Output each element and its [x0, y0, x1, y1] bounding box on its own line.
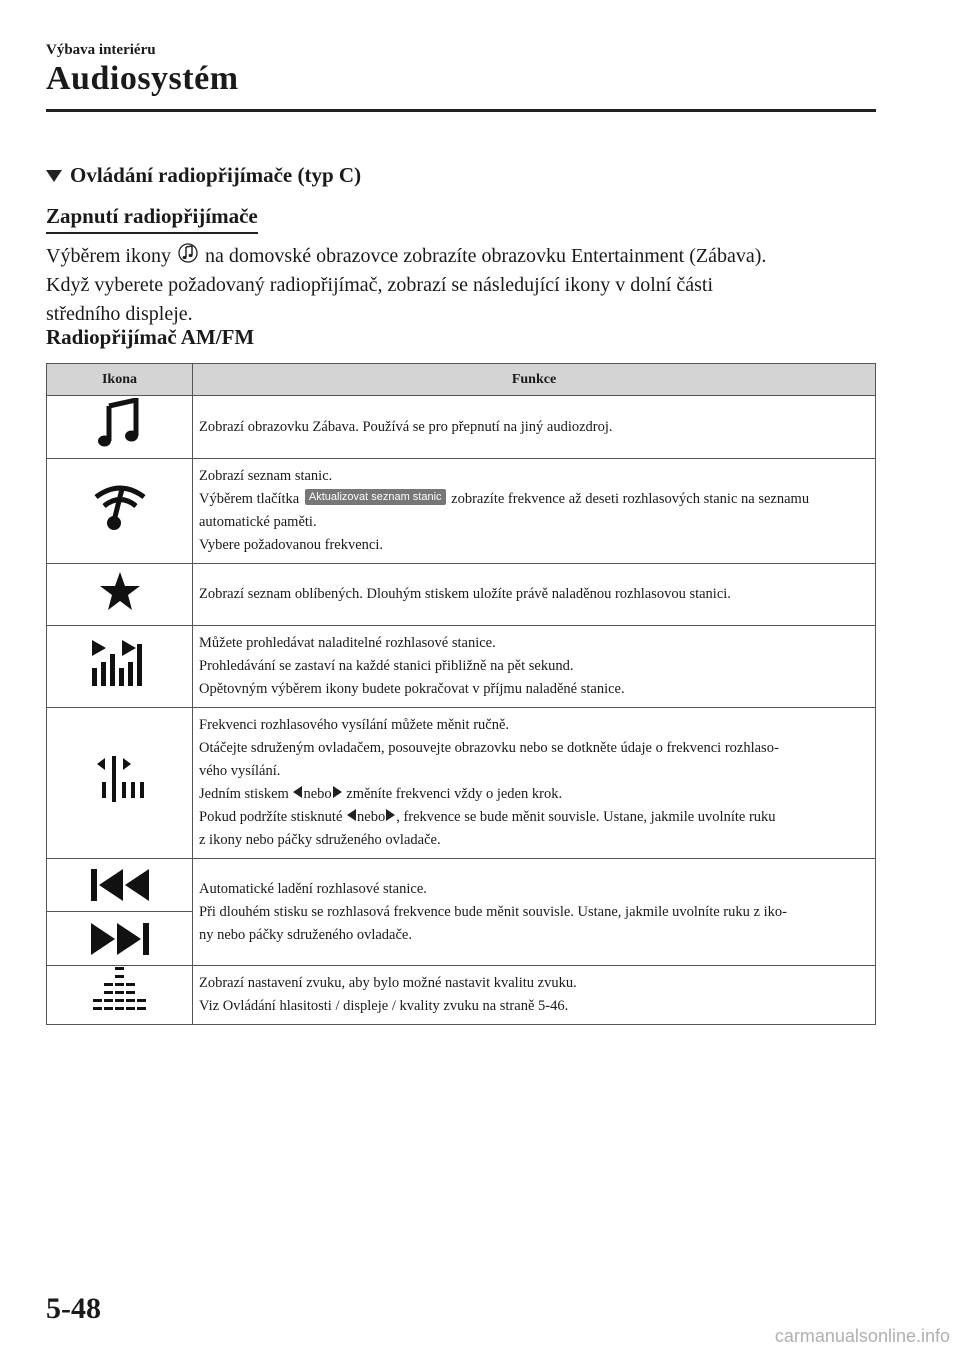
row6-line1: Automatické ladění rozhlasové stanice.	[199, 880, 427, 897]
function-cell	[193, 564, 876, 626]
function-cell	[193, 459, 876, 564]
intro-line3: středního displeje.	[46, 303, 193, 325]
row6-line3: ny nebo páčky sdruženého ovladače.	[199, 926, 412, 943]
row4-line3: Opětovným výběrem ikony budete pokračovat v příjmu naladěné stanice.	[199, 681, 625, 697]
watermark: carmanualsonline.info	[774, 1326, 950, 1346]
row2-after2: Vybere požadovanou frekvenci.	[199, 537, 383, 553]
page-number: 5-48	[46, 1292, 101, 1325]
seek-back-icon	[89, 867, 151, 903]
row5-step1-end: změníte frekvenci vždy o jeden krok.	[346, 786, 563, 802]
table-row	[47, 626, 876, 708]
row2-btn-suffix: zobrazíte frekvence až deseti rozhlasových stanic na seznamu	[451, 491, 810, 507]
entertainment-icon	[178, 242, 198, 264]
intro-part2: na domovské obrazovce zobrazíte obrazovku Entertainment (Zábava).	[204, 245, 767, 267]
section-label: Výbava interiéru	[46, 42, 156, 58]
row7-line1: Zobrazí nastavení zvuku, aby bylo možné nastavit kvalitu zvuku.	[199, 975, 577, 991]
intro-paragraph	[46, 242, 876, 329]
icon-cell	[47, 626, 193, 708]
row5-step1: Jedním stiskem	[199, 786, 289, 802]
arrow-right-icon	[333, 786, 342, 798]
arrow-right-icon	[386, 809, 395, 821]
seek-forward-icon	[89, 921, 151, 957]
table-row	[47, 859, 876, 966]
icon-cell	[47, 708, 193, 859]
section-heading	[46, 163, 361, 188]
row2-line1: Zobrazí seznam stanic.	[199, 468, 333, 484]
intro-part1: Výběrem ikony	[46, 245, 171, 267]
icon-cell	[47, 859, 193, 966]
row5-nebo2: nebo	[357, 809, 386, 825]
icon-function-table	[46, 363, 876, 1025]
table-row	[47, 564, 876, 626]
icon-cell	[47, 564, 193, 626]
function-cell	[193, 859, 876, 966]
row4-line2: Prohledávání se zastaví na každé stanici přibližně na pět sekund.	[199, 658, 574, 674]
title-rule	[46, 109, 876, 112]
icon-cell	[47, 459, 193, 564]
row3-line1: Zobrazí seznam oblíbených. Dlouhým stiskem uložíte právě naladěnou rozhlasovou stanici.	[199, 586, 731, 602]
page-title: Audiosystém	[46, 60, 239, 97]
star-icon	[99, 571, 141, 611]
table-row	[47, 396, 876, 459]
row2-btn-prefix: Výběrem tlačítka	[199, 491, 300, 507]
table-row	[47, 459, 876, 564]
function-cell	[193, 396, 876, 459]
row5-line4	[199, 783, 869, 806]
arrow-left-icon	[347, 809, 356, 821]
row7-line2: Viz Ovládání hlasitosti / displeje / kvality zvuku na straně 5-46.	[199, 998, 569, 1014]
subheading-radio-on: Zapnutí radiopřijímače	[46, 204, 258, 234]
row1-line1: Zobrazí obrazovku Zábava. Používá se pro přepnutí na jiný audiozdroj.	[199, 418, 613, 435]
icon-cell	[47, 396, 193, 459]
section-heading-text: Ovládání radiopřijímače (typ C)	[70, 163, 362, 187]
arrow-left-icon	[293, 786, 302, 798]
update-station-list-button: Aktualizovat seznam stanic	[305, 489, 446, 505]
triangle-down-icon	[46, 170, 62, 182]
subheading-am-fm: Radiopřijímač AM/FM	[46, 325, 255, 349]
row5-nebo1: nebo	[303, 786, 332, 802]
scan-icon	[90, 638, 150, 688]
row5-line5	[199, 806, 869, 829]
row5-line1: Frekvenci rozhlasového vysílání můžete měnit ručně.	[199, 717, 510, 733]
row5-step2-end: , frekvence se bude měnit souvisle. Ustane, jakmile uvolníte ruku	[396, 809, 776, 825]
function-cell	[193, 708, 876, 859]
row5-line6: z ikony nebo páčky sdruženého ovladače.	[199, 832, 441, 848]
function-cell	[193, 966, 876, 1025]
col-header-icon: Ikona	[47, 364, 193, 396]
col-header-function: Funkce	[193, 364, 876, 396]
row5-line3: vého vysílání.	[199, 763, 281, 779]
row5-line2: Otáčejte sdruženým ovladačem, posouvejte obrazovku nebo se dotkněte údaje o frekvenci rozhlaso-	[199, 740, 779, 756]
row5-step2: Pokud podržíte stisknuté	[199, 809, 343, 825]
icon-cell	[47, 966, 193, 1025]
table-row	[47, 708, 876, 859]
station-list-icon	[92, 481, 148, 533]
row2-after1: automatické paměti.	[199, 514, 317, 530]
manual-tune-icon	[95, 756, 145, 802]
table-row	[47, 966, 876, 1025]
row6-line2: Při dlouhém stisku se rozhlasová frekvence bude měnit souvisle. Ustane, jakmile uvolníte ruku z iko-	[199, 903, 787, 920]
row4-line1: Můžete prohledávat naladitelné rozhlasové stanice.	[199, 635, 496, 651]
intro-line2: Když vyberete požadovaný radiopřijímač, zobrazí se následující ikony v dolní části	[46, 274, 714, 296]
music-note-icon	[98, 398, 142, 448]
function-cell	[193, 626, 876, 708]
sound-settings-icon	[92, 967, 148, 1015]
